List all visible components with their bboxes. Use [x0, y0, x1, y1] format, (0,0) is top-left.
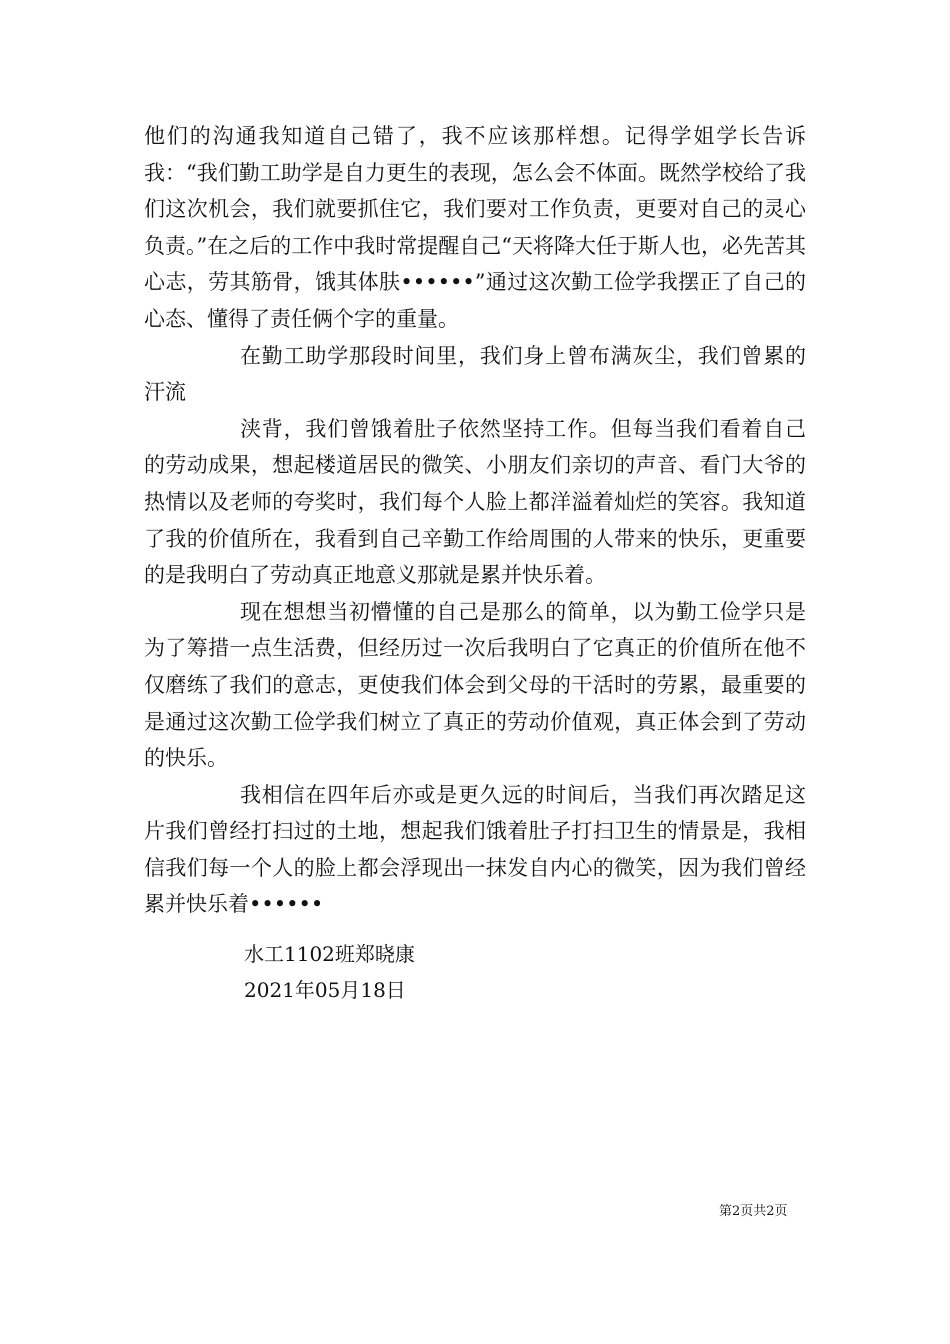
- signature-block: [244, 936, 415, 1008]
- paragraph-3: 浃背，我们曾饿着肚子依然坚持工作。但每当我们看着自己的劳动成果，想起楼道居民的微笑、小朋友们亲切的声音、看门大爷的热情以及老师的夸奖时，我们每个人脸上都洋溢着灿烂的笑容。我知道了我的价值所在，我看到自己辛勤工作给周围的人带来的快乐，更重要的是我明白了劳动真正地意义那就是累并快乐着。: [144, 416, 806, 588]
- document-body: [144, 118, 806, 923]
- page-number: 第2页共2页: [719, 1204, 788, 1219]
- paragraph-4: 现在想想当初懵懂的自己是那么的简单，以为勤工俭学只是为了筹措一点生活费，但经历过一次后我明白了它真正的价值所在他不仅磨练了我们的意志，更使我们体会到父母的干活时的劳累，最重要的是通过这次勤工俭学我们树立了真正的劳动价值观，真正体会到了劳动的快乐。: [144, 599, 806, 771]
- paragraph-1: 他们的沟通我知道自己错了，我不应该那样想。记得学姐学长告诉我：“我们勤工助学是自力更生的表现，怎么会不体面。既然学校给了我们这次机会，我们就要抓住它，我们要对工作负责，更要对自己的灵心负责。”在之后的工作中我时常提醒自己“天将降大任于斯人也，必先苦其心志，劳其筋骨，饿其体肤••••••”通过这次勤工俭学我摆正了自己的心态、懂得了责任俩个字的重量。: [144, 124, 806, 331]
- document-date: 2021年05月18日: [244, 978, 406, 1002]
- paragraph-2: 在勤工助学那段时间里，我们身上曾布满灰尘，我们曾累的汗流: [144, 343, 806, 405]
- paragraph-5: 我相信在四年后亦或是更久远的时间后，当我们再次踏足这片我们曾经打扫过的土地，想起我们饿着肚子打扫卫生的情景是，我相信我们每一个人的脸上都会浮现出一抹发自内心的微笑，因为我们曾经累并快乐着••••••: [144, 782, 806, 917]
- author-signature: 水工1102班郑晓康: [244, 942, 415, 966]
